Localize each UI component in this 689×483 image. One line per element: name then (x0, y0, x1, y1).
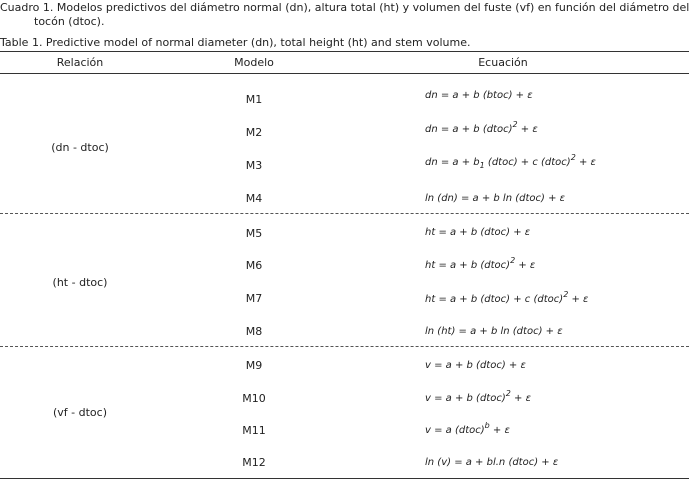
model-name: M11 (242, 424, 266, 437)
equation: ht = a + b (dtoc)$^2$ + ε (425, 256, 536, 271)
relation-label: (dn - dtoc) (51, 141, 109, 154)
model-name: M9 (245, 359, 263, 372)
table-bottom-rule (0, 478, 689, 479)
model-name: M4 (245, 192, 263, 205)
model-name: M12 (242, 456, 266, 469)
header-model: Modelo (234, 56, 274, 69)
relation-label: (ht - dtoc) (52, 276, 108, 289)
table-caption-spanish-continued: tocón (dtoc). (34, 15, 105, 28)
table-caption-english: Table 1. Predictive model of normal diameter (dn), total height (ht) and stem volume. (0, 36, 471, 49)
group-divider (0, 346, 689, 347)
model-name: M8 (245, 325, 263, 338)
group-divider (0, 213, 689, 214)
equation: v = a (dtoc)$^b$ + ε (425, 421, 510, 436)
header-bottom-rule (0, 73, 689, 74)
equation: dn = a + b (dtoc)$^2$ + ε (425, 120, 538, 135)
model-name: M1 (245, 93, 263, 106)
equation: v = a + b (dtoc)$^2$ + ε (425, 389, 531, 404)
model-name: M10 (242, 392, 266, 405)
table-caption-spanish: Cuadro 1. Modelos predictivos del diámetro normal (dn), altura total (ht) y volumen del fuste (vf) en función del diámetro del (0, 1, 689, 14)
model-name: M2 (245, 126, 263, 139)
equation: ht = a + b (dtoc) + ε (425, 227, 531, 238)
equation: v = a + b (dtoc) + ε (425, 360, 526, 371)
equation: ln (dn) = a + b ln (dtoc) + ε (425, 193, 566, 204)
model-name: M6 (245, 259, 263, 272)
header-relation: Relación (56, 56, 104, 69)
model-name: M3 (245, 159, 263, 172)
model-name: M7 (245, 292, 263, 305)
equation: ln (ht) = a + b ln (dtoc) + ε (425, 326, 563, 337)
equation: ht = a + b (dtoc) + c (dtoc)$^2$ + ε (425, 290, 589, 305)
relation-label: (vf - dtoc) (52, 406, 108, 419)
equation: ln (v) = a + bl.n (dtoc) + ε (425, 457, 559, 468)
header-equation: Ecuación (478, 56, 528, 69)
model-name: M5 (245, 227, 263, 240)
equation: dn = a + b (btoc) + ε (425, 90, 533, 101)
table-top-rule (0, 51, 689, 52)
equation: dn = $a + b_1$ (dtoc) + c (dtoc)$^2$ + ε (425, 153, 596, 170)
